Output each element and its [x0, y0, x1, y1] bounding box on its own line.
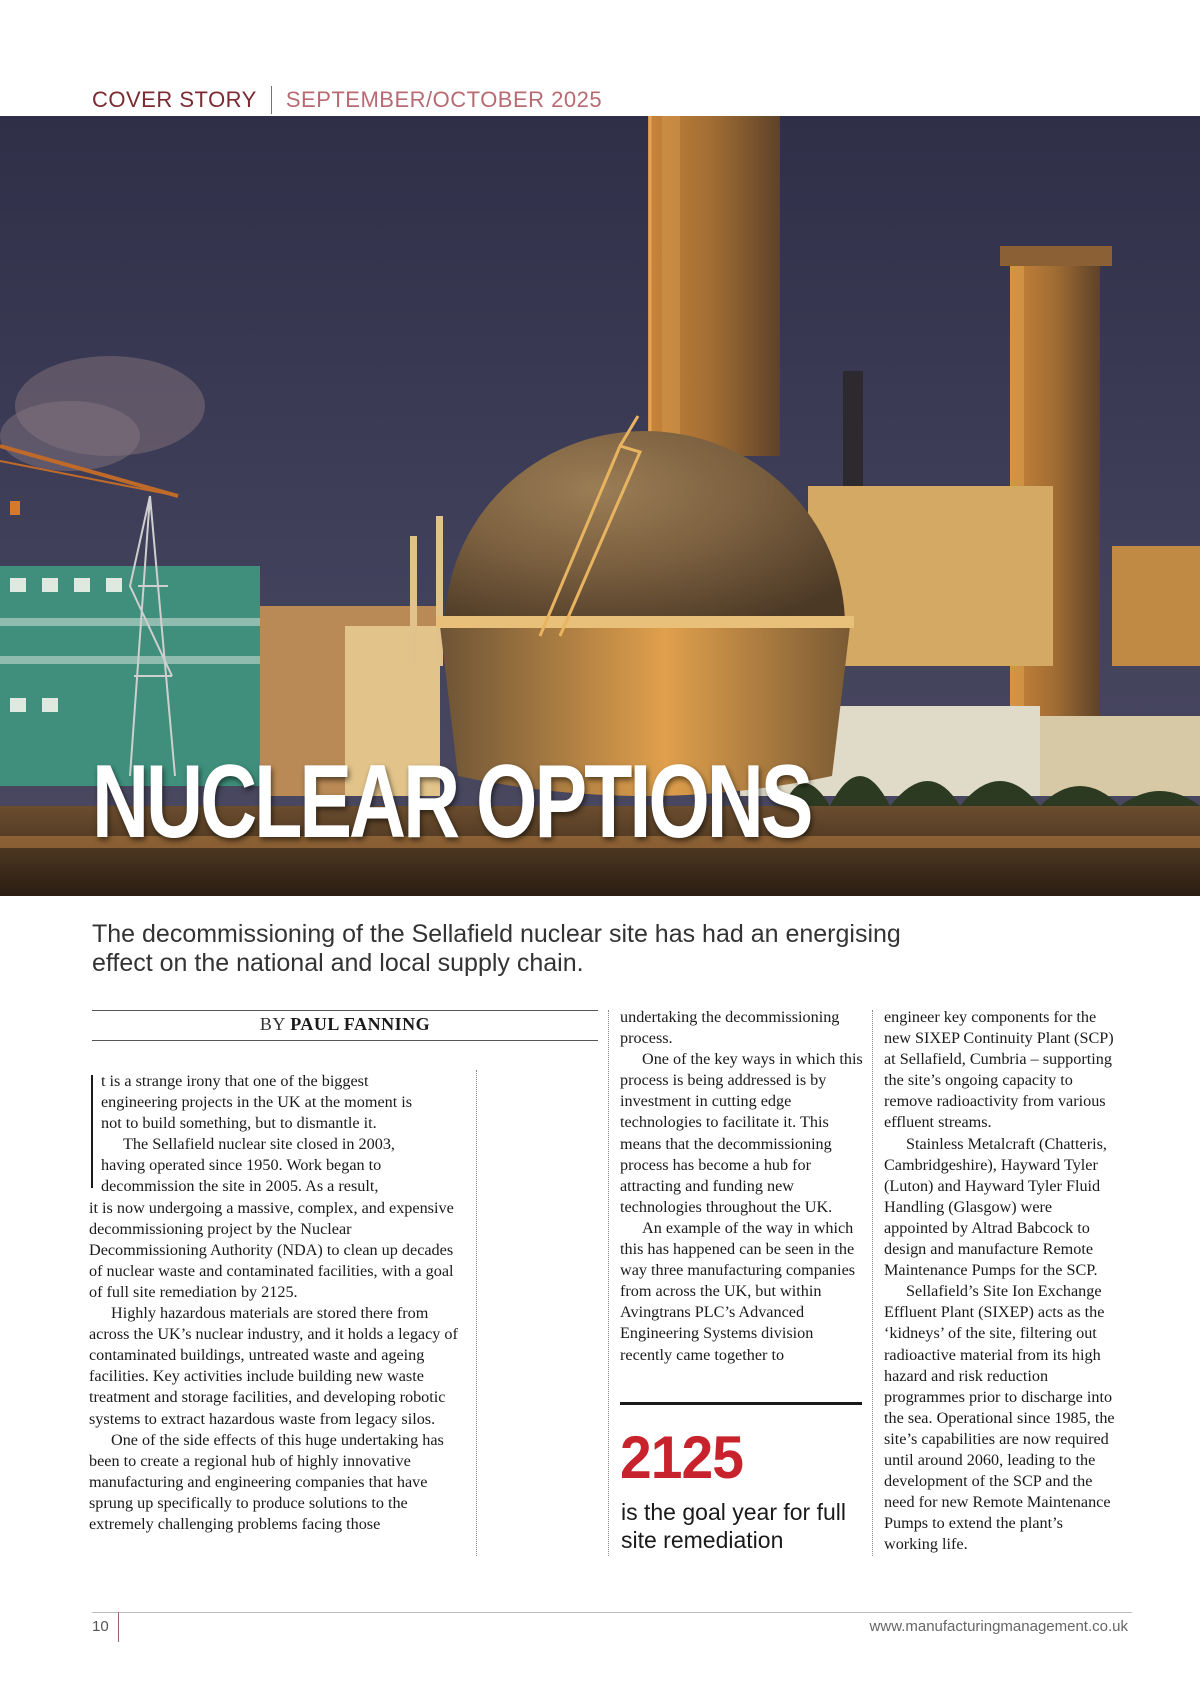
- byline-author: PAUL FANNING: [290, 1014, 431, 1034]
- paragraph: Highly hazardous materials are stored there from across the UK’s nuclear industry, and it holds a legacy of contaminated buildings, untreated waste and ageing facilities. Key activities include building new waste treatment and storage facilities, and developing robotic systems to extract hazardous waste from legacy silos.: [89, 1304, 458, 1428]
- stat-number: 2125: [620, 1424, 744, 1491]
- text-line: having operated since 1950. Work began to: [101, 1156, 382, 1175]
- paragraph: Stainless Metalcraft (Chatteris, Cambridgeshire), Hayward Tyler (Luton) and Hayward Tyler Fluid Handling (Glasgow) were appointed by Altrad Babcock to design and manufacture Remote Maintenance Pumps for the SCP.: [884, 1134, 1107, 1280]
- paragraph: Sellafield’s Site Ion Exchange Effluent Plant (SIXEP) acts as the ‘kidneys’ of the site, filtering out radioactive material from its high hazard and risk reduction programmes prior to discharge into the sea. Operational since 1985, the site’s capabilities are now required until around 2060, leading to the development of the SCP and the need for new Remote Maintenance Pumps to extend the plant’s working life.: [884, 1282, 1115, 1554]
- article-column-1: [89, 1071, 469, 1535]
- section-header: [92, 84, 602, 116]
- text-line: t is a strange irony that one of the biggest: [101, 1072, 369, 1090]
- paragraph: undertaking the decommissioning process.: [620, 1008, 840, 1048]
- text-line: The Sellafield nuclear site closed in 2003,: [123, 1135, 395, 1154]
- paragraph: An example of the way in which this has happened can be seen in the way three manufacturing companies from across the UK, but within Avingtrans PLC’s Advanced Engineering Systems division recently came together to: [620, 1218, 856, 1364]
- headline: NUCLEAR OPTIONS: [92, 744, 811, 860]
- text-line: engineering projects in the UK at the moment is: [101, 1093, 413, 1112]
- standfirst: The decommissioning of the Sellafield nuclear site has had an energising effect on the national and local supply chain.: [92, 920, 901, 977]
- byline-rule-top: [92, 1010, 598, 1011]
- article-column-3: [884, 1007, 1119, 1555]
- byline: [92, 1014, 598, 1035]
- text-line: decommission the site in 2005. As a result,: [101, 1177, 379, 1196]
- article-column-2: [620, 1007, 865, 1366]
- section-label: COVER STORY: [92, 87, 257, 112]
- column-divider: [872, 1010, 873, 1556]
- footer-rule: [92, 1612, 1132, 1613]
- stat-caption: is the goal year for full site remediation: [621, 1499, 847, 1553]
- byline-rule-bottom: [92, 1040, 598, 1041]
- header-divider: [271, 86, 272, 114]
- page-number: 10: [92, 1618, 109, 1635]
- drop-cap-lines: [89, 1071, 469, 1198]
- byline-prefix: BY: [259, 1014, 286, 1034]
- paragraph: One of the key ways in which this process is being addressed is by investment in cutting edge technologies to facilitate it. This means that the decommissioning process has become a hub for attracting and funding new technologies throughout the UK.: [620, 1050, 863, 1216]
- stat-rule: [620, 1402, 862, 1405]
- column-divider: [476, 1070, 477, 1556]
- issue-date: SEPTEMBER/OCTOBER 2025: [285, 87, 603, 112]
- site-url: www.manufacturingmanagement.co.uk: [869, 1618, 1128, 1635]
- paragraph: it is now undergoing a massive, complex, and expensive decommissioning project by the Nuclear Decommissioning Authority (NDA) to clean up decades of nuclear waste and contaminated facilities, with a goal of full site remediation by 2125.: [89, 1198, 454, 1301]
- page-number-divider: [118, 1612, 119, 1642]
- text-line: not to build something, but to dismantle it.: [101, 1114, 377, 1133]
- paragraph: engineer key components for the new SIXEP Continuity Plant (SCP) at Sellafield, Cumbria – supporting the site’s ongoing capacity to remove radioactivity from various effluent streams.: [884, 1008, 1114, 1132]
- column-divider: [608, 1010, 609, 1556]
- paragraph: One of the side effects of this huge undertaking has been to create a regional hub of highly innovative manufacturing and engineering companies that have sprung up specifically to produce solutions to the extremely challenging problems facing those: [89, 1430, 444, 1533]
